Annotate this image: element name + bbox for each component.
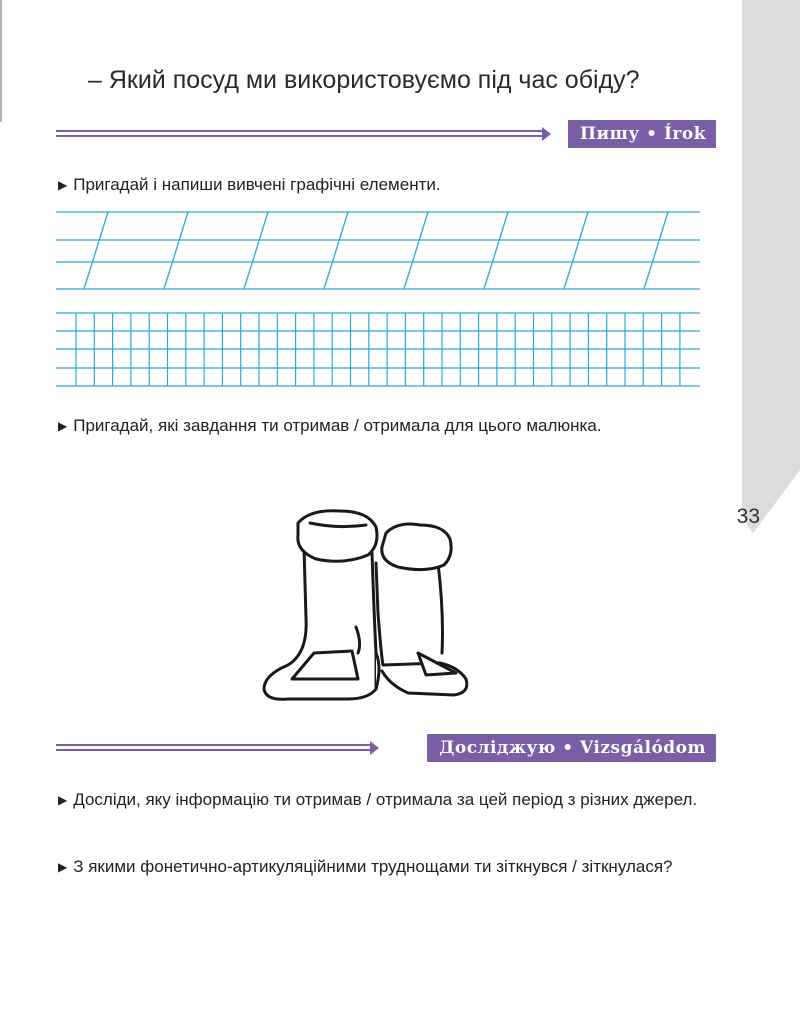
section-label-explore: Досліджую • Vizsgálódom [427,734,716,762]
page-number: 33 [736,505,760,528]
triangle-right-icon: ▶ [58,419,68,433]
task-text: Досліди, яку інформацію ти отримав / отримала за цей період з різних джерел. [73,790,698,809]
oblique-ruling [56,212,700,289]
task-remember-tasks [58,414,700,439]
section-label-write: Пишу • Írok [568,120,716,148]
task-text: Пригадай і напиши вивчені графічні елементи. [73,175,441,194]
triangle-right-icon: ▶ [58,793,68,807]
boots-illustration [258,503,480,703]
section-rule [56,744,370,746]
section-rule [56,749,370,751]
task-text: З якими фонетично-артикуляційними труднощами ти зіткнувся / зіткнулася? [73,857,673,876]
triangle-right-icon: ▶ [58,178,68,192]
triangle-right-icon: ▶ [58,860,68,874]
question-text: – Який посуд ми використовуємо під час обіду? [88,66,640,94]
task-research [58,788,700,813]
square-grid [56,313,700,386]
task-difficulties [58,855,700,880]
task-text: Пригадай, які завдання ти отримав / отримала для цього малюнка. [73,416,602,435]
section-header-explore [56,734,716,762]
section-arrow-icon [370,741,379,755]
